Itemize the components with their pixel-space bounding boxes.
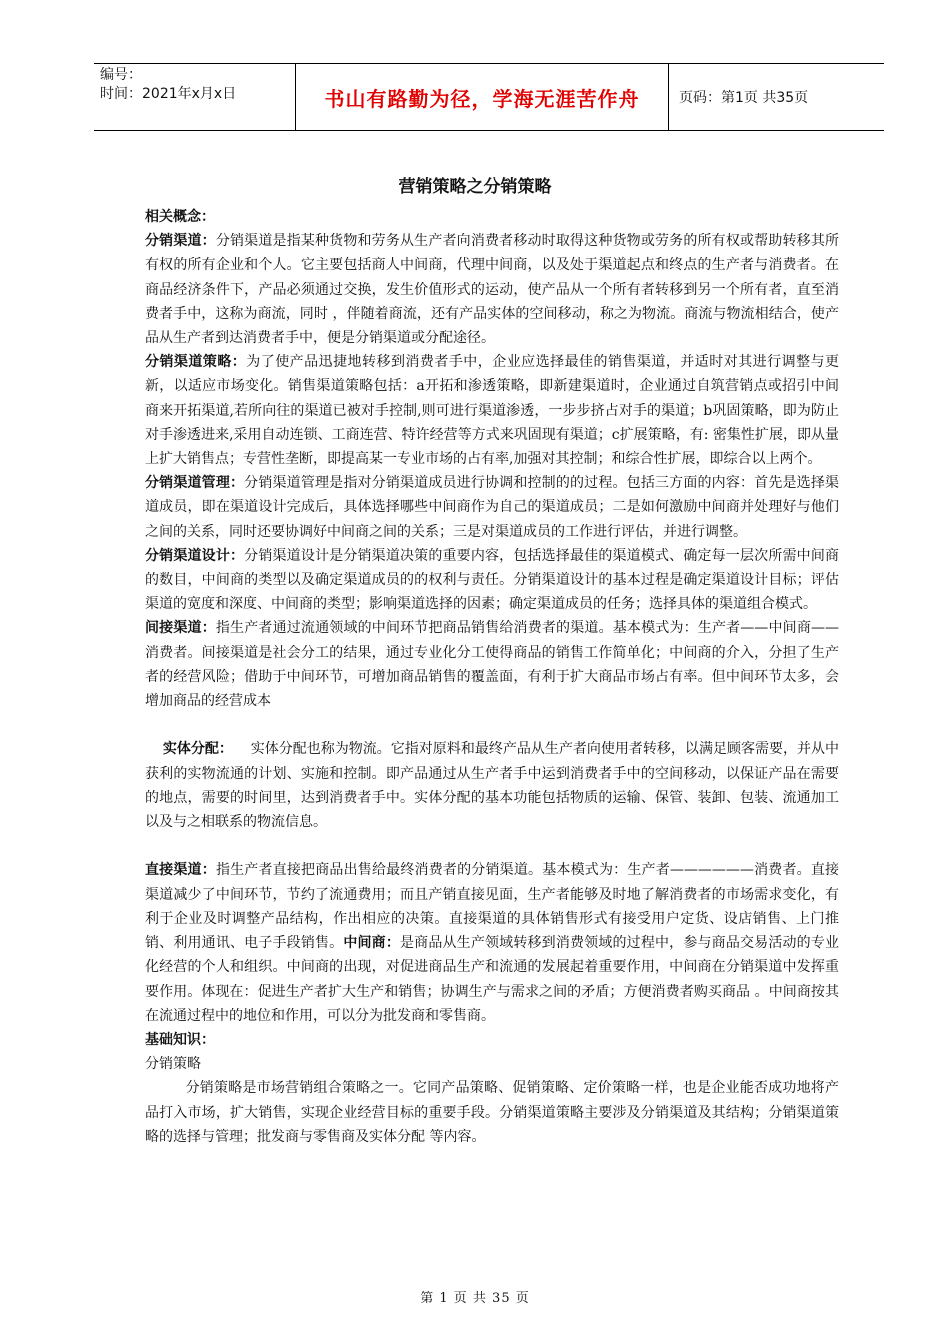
subheading: 分销策略	[145, 1056, 201, 1073]
header-time-label: 时间：2021年x月x日	[100, 86, 237, 102]
section-text: 分销渠道管理是指对分销渠道成员进行协调和控制的的过程。包括三方面的内容：首先是选择渠道成员，即在渠道设计完成后，具体选择哪些中间商作为自己的渠道成员；二是如何激励中间商并处理好与他们之间的关系，同时还要协调好中间商之间的关系；三是对渠道成员的工作进行评估，并进行调整。	[145, 475, 840, 540]
section-basic-knowledge	[145, 1028, 839, 1052]
section-term: 间接渠道：	[145, 620, 216, 637]
section-term: 分销渠道：	[145, 233, 216, 250]
section-text: 为了使产品迅捷地转移到消费者手中，企业应选择最佳的销售渠道，并适时对其进行调整与更新，以适应市场变化。销售渠道策略包括：a开拓和渗透策略，即新建渠道时，企业通过自筑营销点或招引中间商来开拓渠道,若所向往的渠道已被对手控制,则可进行渠道渗透，一步步挤占对手的渠道；b巩固策略，即为防止对手渗透进来,采用自动连锁、工商连营、特许经营等方式来巩固现有渠道；c扩展策略，有: 密集性扩展，即从量上扩大销售点；专营性垄断，即提高某一专业市场的占有率,加强对其控制；和综合性扩展，即综合以上两个。	[145, 354, 840, 468]
header-motto: 书山有路勤为径，学海无涯苦作舟	[296, 64, 669, 130]
document-title: 营销策略之分销策略	[398, 177, 552, 197]
section-term: 分销渠道设计：	[145, 547, 245, 564]
section-physical-distribution	[145, 713, 839, 858]
document-header	[94, 63, 884, 131]
final-paragraph: 分销策略是市场营销组合策略之一。它同产品策略、促销策略、定价策略一样，也是企业能否成功地将产品打入市场，扩大销售，实现企业经营目标的重要手段。分销渠道策略主要涉及分销渠道及其结构；分销渠道策略的选择与管理；批发商与零售商及实体分配 等内容。	[145, 1080, 839, 1145]
section-term-intermediary: 中间商：	[343, 935, 401, 952]
section-term: 直接渠道：	[145, 862, 216, 879]
page-footer: 第 1 页 共 35 页	[420, 1291, 530, 1306]
section-indirect-channel	[145, 616, 839, 713]
section-text: 指生产者直接把商品出售给最终消费者的分销渠道。基本模式为：生产者——————消费者。直接渠道减少了中间环节，节约了流通费用；而且产销直接见面，生产者能够及时地了解消费者的市场需求变化，有利于企业及时调整产品结构，作出相应的决策。直接渠道的具体销售形式有接受用户定货、设店销售、上门推销、利用通讯、电子手段销售。	[145, 862, 840, 952]
section-term: 实体分配：	[162, 741, 233, 758]
header-meta	[94, 64, 296, 130]
section-channel-management	[145, 471, 839, 544]
section-distribution-channel	[145, 229, 839, 350]
section-term: 基础知识：	[145, 1031, 215, 1048]
section-direct-channel	[145, 858, 839, 1027]
document-body	[145, 205, 839, 1149]
section-related-concepts	[145, 205, 839, 229]
section-term: 相关概念：	[145, 209, 215, 225]
section-text: 分销渠道设计是分销渠道决策的重要内容，包括选择最佳的渠道模式、确定每一层次所需中间商的数目，中间商的类型以及确定渠道成员的的权利与责任。分销渠道设计的基本过程是确定渠道设计目标；评估渠道的宽度和深度、中间商的类型；影响渠道选择的因素；确定渠道成员的任务；选择具体的渠道组合模式。	[145, 547, 840, 613]
section-text-intermediary: 是商品从生产领域转移到消费领域的过程中，参与商品交易活动的专业化经营的个人和组织。中间商的出现，对促进商品生产和流通的发展起着重要作用，中间商在分销渠道中发挥重要作用。体现在：促进生产者扩大生产和销售；协调生产与需求之间的矛盾；方便消费者购买商品 。中间商按其在流通过程中的地位和作用，可以分为批发商和零售商。	[145, 935, 840, 1024]
section-channel-strategy	[145, 350, 839, 471]
section-term: 分销渠道管理：	[145, 475, 245, 492]
section-text: 实体分配也称为物流。它指对原料和最终产品从生产者向使用者转移，以满足顾客需要，并从中获利的实物流通的计划、实施和控制。即产品通过从生产者手中运到消费者手中的空间移动，以保证产品在需要的地点，需要的时间里，达到消费者手中。实体分配的基本功能包括物质的运输、保管、装卸、包装、流通加工以及与之相联系的物流信息。	[145, 741, 840, 831]
section-term: 分销渠道策略：	[145, 354, 247, 371]
header-page-info: 页码：第1页 共35页	[679, 90, 809, 106]
section-text: 指生产者通过流通领域的中间环节把商品销售给消费者的渠道。基本模式为：生产者——中间商——消费者。间接渠道是社会分工的结果，通过专业化分工使得商品的销售工作简单化；中间商的介入，分担了生产者的经营风险；借助于中间环节，可增加商品销售的覆盖面，有利于扩大商品市场占有率。但中间环节太多，会增加商品的经营成本	[145, 620, 840, 710]
header-code-label: 编号：	[100, 67, 142, 83]
section-text: 分销渠道是指某种货物和劳务从生产者向消费者移动时取得这种货物或劳务的所有权或帮助转移其所有权的所有企业和个人。它主要包括商人中间商，代理中间商，以及处于渠道起点和终点的生产者与消费者。在商品经济条件下，产品必须通过交换，发生价值形式的运动，使产品从一个所有者转移到另一个所有者，直至消费者手中，这称为商流，同时 ，伴随着商流，还有产品实体的空间移动，称之为物流。商流与物流相结合，使产品从生产者到达消费者手中，便是分销渠道或分配途径。	[145, 233, 840, 347]
section-channel-design	[145, 544, 839, 617]
